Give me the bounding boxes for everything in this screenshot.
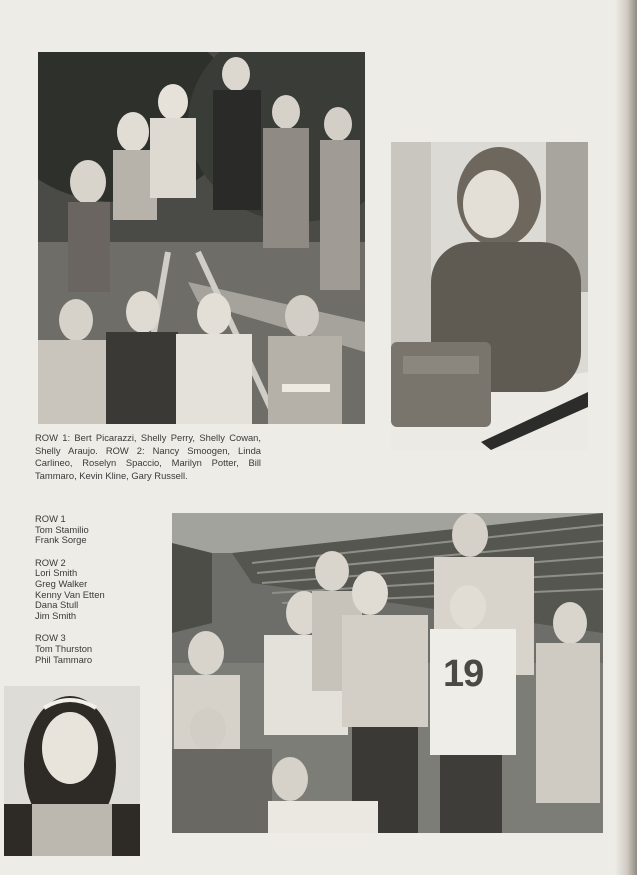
row-name-list bbox=[35, 514, 165, 677]
row-group-1 bbox=[35, 514, 165, 546]
row-name: Lori Smith bbox=[35, 567, 78, 579]
row-name: Jim Smith bbox=[35, 609, 77, 621]
group-photo-playground bbox=[38, 52, 365, 424]
row-name: Kenny Van Etten bbox=[35, 588, 105, 600]
row-label: ROW 1 bbox=[35, 513, 66, 524]
row-name: Tom Stamilio bbox=[35, 523, 89, 535]
page-spine-shadow bbox=[615, 0, 637, 875]
row-name: Phil Tammaro bbox=[35, 653, 93, 665]
row-group-3 bbox=[35, 633, 165, 665]
row-name: Dana Stull bbox=[35, 599, 79, 611]
portrait-girl-headband bbox=[4, 686, 140, 856]
group-photo-stadium bbox=[172, 513, 603, 833]
row-label: ROW 3 bbox=[35, 632, 66, 644]
row-name: Tom Thurston bbox=[35, 642, 93, 654]
row-name: Greg Walker bbox=[35, 577, 88, 589]
caption-top: ROW 1: Bert Picarazzi, Shelly Perry, Shelly Cowan, Shelly Araujo. ROW 2: Nancy Smoogen, Linda Carlineo, Roselyn Spaccio, Marilyn Potter, Bill Tammaro, Kevin Kline, Gary Russell. bbox=[35, 432, 261, 481]
row-group-2 bbox=[35, 558, 165, 622]
portrait-girl-with-purse bbox=[391, 142, 588, 450]
jersey-number: 19 bbox=[443, 653, 484, 695]
row-label: ROW 2 bbox=[35, 556, 66, 568]
row-name: Frank Sorge bbox=[35, 534, 87, 546]
